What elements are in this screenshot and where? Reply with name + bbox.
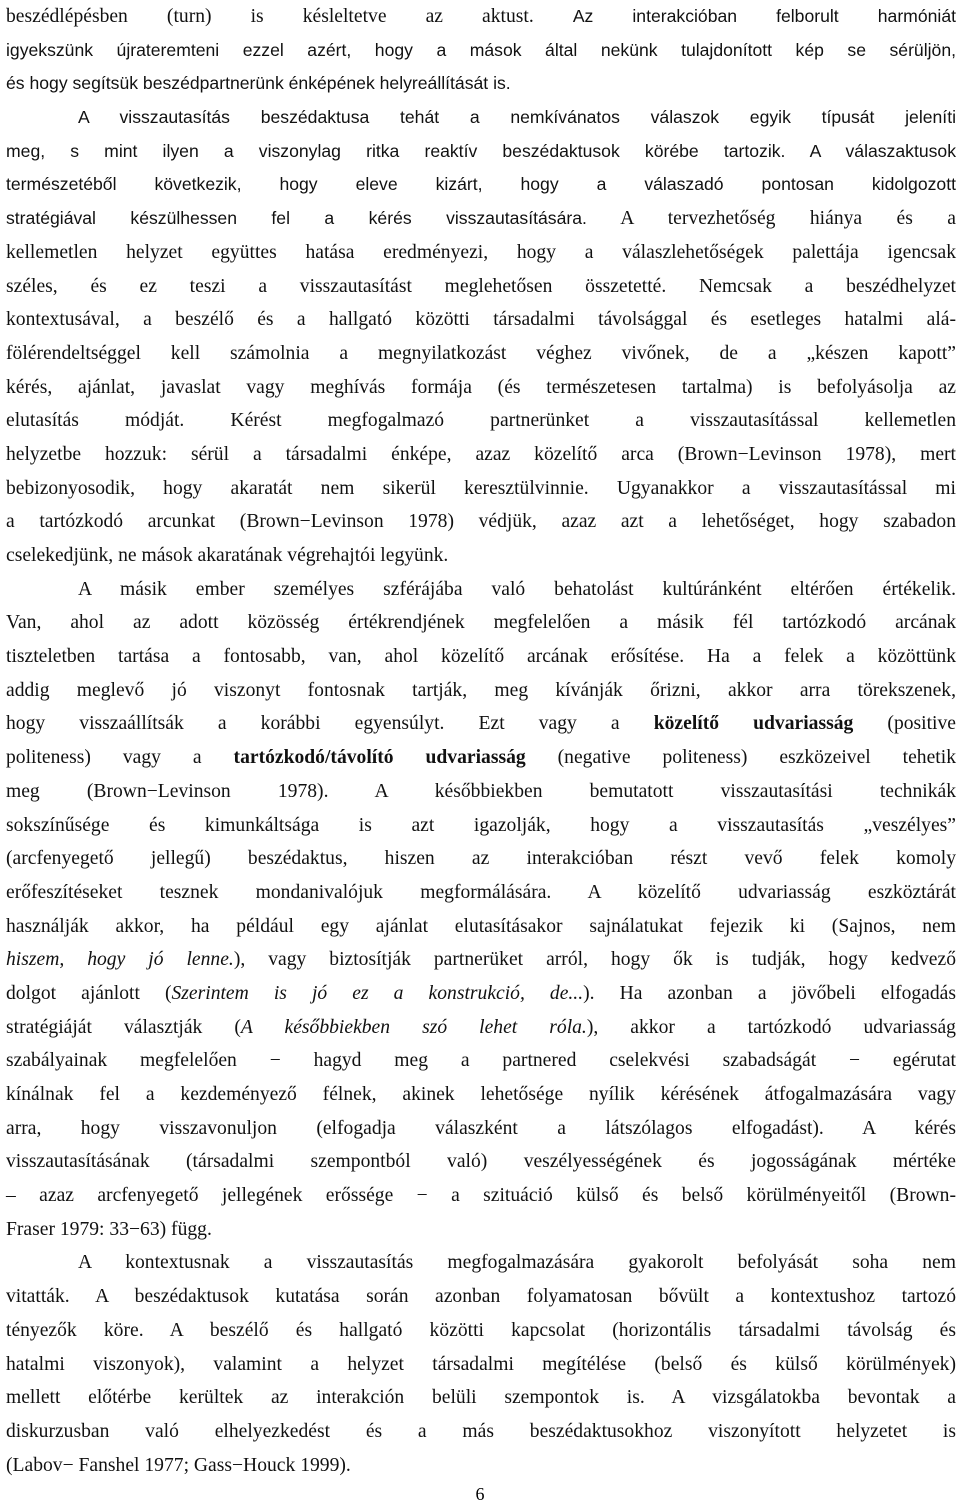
text-run: hogy visszaállítsák a korábbi egyensúlyt. Ezt vagy a bbox=[6, 713, 654, 735]
text-run: fölérendeltséggel kell számolnia a megnyilatkozást véghez vivőnek, de a „készen kapott” bbox=[6, 342, 956, 364]
text-line bbox=[6, 472, 956, 506]
text-run: (Labov− Fanshel 1977; Gass−Houck 1999). bbox=[6, 1454, 351, 1476]
text-run: helyzetbe hozzuk: sérül a társadalmi énképe, azaz közelítő arca (Brown−Levinson 1978), mert bbox=[6, 443, 956, 465]
text-run: Az interakcióban felborult harmóniát bbox=[572, 6, 956, 26]
text-run: természetéből következik, hogy eleve kizárt, hogy a válaszadó pontosan kidolgozott bbox=[6, 174, 956, 195]
text-line bbox=[6, 573, 956, 607]
text-line bbox=[6, 775, 956, 809]
text-line bbox=[6, 202, 956, 236]
text-line bbox=[6, 977, 956, 1011]
text-run: a tartózkodó arcunkat (Brown−Levinson 1978) védjük, azaz azt a lehetőséget, hogy szabadon bbox=[6, 511, 956, 533]
text-run: dolgot ajánlott ( bbox=[6, 982, 172, 1004]
text-line bbox=[6, 606, 956, 640]
text-run: elutasítás módját. Kérést megfogalmazó partnerünket a visszautasítással kellemetlen bbox=[6, 410, 956, 432]
italic-example: A későbbiekben szó lehet róla. bbox=[240, 1016, 587, 1038]
bold-term: közelítő udvariasság bbox=[653, 713, 854, 735]
text-line bbox=[6, 1246, 956, 1280]
text-run: (negative politeness) eszközeivel tehetik bbox=[525, 747, 956, 769]
text-run: cselekedjünk, ne mások akaratának végrehajtói legyünk. bbox=[6, 545, 449, 566]
italic-example: hiszem, hogy jó lenne. bbox=[6, 949, 234, 971]
text-line bbox=[6, 1044, 956, 1078]
text-run: stratégiával készülhessen fel a kérés visszautasítására. bbox=[6, 208, 587, 229]
text-run: diskurzusban való elhelyezkedést és a más beszédaktusokhoz viszonyított helyzetet is bbox=[6, 1420, 956, 1442]
text-line bbox=[6, 236, 956, 270]
text-line bbox=[6, 337, 956, 371]
text-run: vitatták. A beszédaktusok kutatása során azonban folyamatosan bővült a kontextushoz tartozó bbox=[6, 1286, 956, 1308]
text-line bbox=[6, 67, 956, 101]
text-run: kínálnak fel a kezdeményező félnek, akinek lehetősége nyílik kérésének átfogalmazására vagy bbox=[6, 1084, 956, 1105]
text-line bbox=[6, 0, 956, 34]
text-run: meg, s mint ilyen a viszonylag ritka reaktív beszédaktusok körébe tartozik. bbox=[6, 140, 786, 161]
text-run: A válaszaktusok bbox=[785, 140, 956, 161]
text-run: szabályainak megfelelően − hagyd meg a partnered cselekvési szabadságát − egérutat bbox=[6, 1050, 956, 1072]
text-line bbox=[6, 1145, 956, 1179]
text-run: széles, és ez teszi a visszautasítást meglehetősen összetetté. Nemcsak a beszédhelyzet bbox=[6, 275, 956, 297]
text-line bbox=[6, 943, 956, 977]
text-run: politeness) vagy a bbox=[6, 747, 234, 769]
text-run: ), vagy biztosítják partnerüket arról, hogy ők is tudják, hogy kedvező bbox=[233, 949, 956, 971]
text-line bbox=[6, 842, 956, 876]
text-line bbox=[6, 505, 956, 539]
text-line bbox=[6, 1213, 956, 1247]
text-line bbox=[6, 1112, 956, 1146]
text-line bbox=[6, 371, 956, 405]
text-line bbox=[6, 1011, 956, 1045]
text-line bbox=[6, 1381, 956, 1415]
text-line bbox=[6, 1314, 956, 1348]
text-run: arra, hogy visszavonuljon (elfogadja válaszként a látszólagos elfogadást). A kérés bbox=[6, 1117, 956, 1139]
text-run: ), akkor a tartózkodó udvariasság bbox=[586, 1016, 956, 1038]
text-run: Fraser 1979: 33−63) függ. bbox=[6, 1218, 212, 1240]
text-line bbox=[6, 876, 956, 910]
text-line bbox=[6, 674, 956, 708]
text-run: kérés, ajánlat, javaslat vagy meghívás formája (és természetesen tartalma) is befolyásolja az bbox=[6, 376, 956, 398]
text-run: (arcfenyegető jellegű) beszédaktus, hiszen az interakcióban részt vevő felek komoly bbox=[6, 848, 956, 870]
text-line bbox=[6, 910, 956, 944]
text-line bbox=[6, 640, 956, 674]
text-line bbox=[6, 707, 956, 741]
text-line bbox=[6, 1449, 956, 1483]
text-run: A visszautasítás beszédaktusa tehát a nemkívánatos válaszok egyik típusát jeleníti bbox=[78, 107, 956, 128]
text-run: ). Ha azonban a jövőbeli elfogadás bbox=[583, 982, 956, 1004]
text-line bbox=[6, 1078, 956, 1112]
text-run: visszautasításának (társadalmi szempontból való) veszélyességének és jogosságának mértéke bbox=[6, 1151, 956, 1173]
text-run: használják akkor, ha például egy ajánlat elutasításakor sajnálatukat fejezik ki (Sajnos, nem bbox=[6, 915, 956, 937]
text-run: tiszteletben tartása a fontosabb, van, ahol közelítő arcának erősítése. Ha a felek a közöttünk bbox=[6, 646, 956, 668]
bold-term: tartózkodó/távolító udvariasság bbox=[233, 747, 526, 769]
text-run: kellemetlen helyzet együttes hatása eredményezi, hogy a válaszlehetőségek palettája igencsak bbox=[6, 241, 956, 263]
text-run: A tervezhetőség hiánya és a bbox=[586, 208, 956, 230]
text-run: Van, ahol az adott közösség értékrendjének megfelelően a másik fél tartózkodó arcának bbox=[6, 612, 956, 634]
text-line bbox=[6, 168, 956, 202]
text-line bbox=[6, 1415, 956, 1449]
text-line bbox=[6, 34, 956, 68]
text-run: beszédlépésben (turn) is késleltetve az aktust. bbox=[6, 6, 573, 27]
text-line bbox=[6, 1348, 956, 1382]
text-line bbox=[6, 438, 956, 472]
text-run: hatalmi viszonyok), valamint a helyzet társadalmi megítélése (belső és külső körülmények) bbox=[6, 1353, 956, 1375]
text-run: – azaz arcfenyegető jellegének erőssége − a szituáció külső és belső körülményeitől (Brown- bbox=[6, 1185, 956, 1207]
text-run: sokszínűsége és kimunkáltsága is azt igazolják, hogy a visszautasítás „veszélyes” bbox=[6, 814, 956, 836]
text-line bbox=[6, 1179, 956, 1213]
text-line bbox=[6, 101, 956, 135]
text-line bbox=[6, 809, 956, 843]
text-line bbox=[6, 741, 956, 775]
text-line bbox=[6, 303, 956, 337]
text-run: tényezők köre. A beszélő és hallgató közötti kapcsolat (horizontális társadalmi távolság és bbox=[6, 1319, 956, 1341]
text-run: erőfeszítéseket tesznek mondanivalójuk megformálására. A közelítő udvariasság eszköztárát bbox=[6, 881, 956, 903]
text-run: A másik ember személyes szférájába való behatolást kultúránként eltérően értékelik. bbox=[78, 578, 956, 600]
text-line bbox=[6, 539, 956, 573]
text-line bbox=[6, 1280, 956, 1314]
text-line bbox=[6, 135, 956, 169]
text-run: addig meglevő jó viszonyt fontosnak tartják, meg kívánják őrizni, akkor arra törekszenek, bbox=[6, 679, 956, 701]
text-line bbox=[6, 270, 956, 304]
italic-example: Szerintem is jó ez a konstrukció, de... bbox=[171, 982, 584, 1004]
text-run: meg (Brown−Levinson 1978). A későbbiekben bemutatott visszautasítási technikák bbox=[6, 780, 956, 802]
text-line bbox=[6, 404, 956, 438]
text-run: igyekszünk újrateremteni ezzel azért, hogy a mások által nekünk tulajdonított kép se sérüljön, bbox=[6, 39, 956, 60]
document-body bbox=[6, 0, 956, 1482]
text-run: kontextusával, a beszélő és a hallgató közötti társadalmi távolsággal és esetleges hatalmi alá- bbox=[6, 309, 956, 331]
text-run: stratégiáját választják ( bbox=[6, 1016, 241, 1038]
text-run: mellett előtérbe kerültek az interakción belüli szempontok is. A vizsgálatokba bevontak a bbox=[6, 1387, 956, 1409]
text-run: bebizonyosodik, hogy akaratát nem sikerül keresztülvinnie. Ugyanakkor a visszautasítással mi bbox=[6, 477, 956, 499]
text-run: és hogy segítsük beszédpartnerünk énképének helyreállítását is. bbox=[6, 73, 511, 94]
page-number: 6 bbox=[475, 1484, 485, 1504]
text-run: A kontextusnak a visszautasítás megfogalmazására gyakorolt befolyását soha nem bbox=[78, 1252, 956, 1274]
text-run: (positive bbox=[853, 713, 956, 735]
